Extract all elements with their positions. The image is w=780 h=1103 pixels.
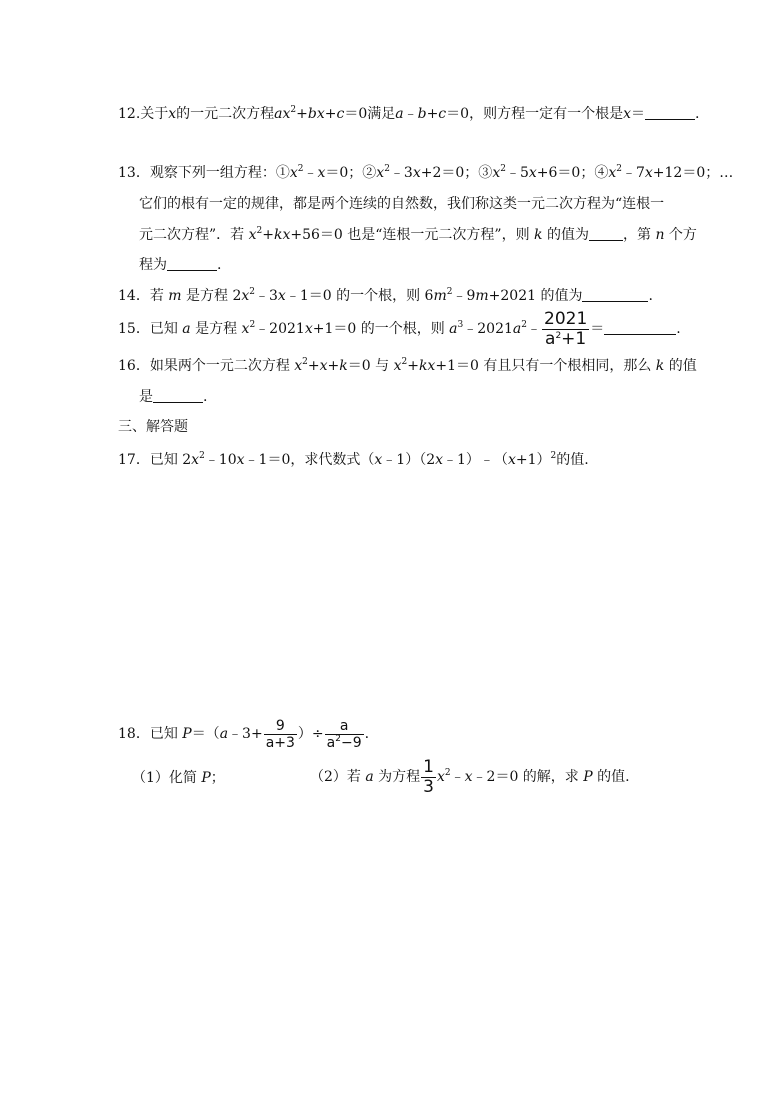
q13-text: +6＝0；④ bbox=[536, 165, 609, 181]
q13-text: 元二次方程”．若 bbox=[139, 227, 249, 243]
question-15 bbox=[118, 309, 681, 349]
q16-var: k bbox=[655, 358, 665, 374]
q16-exponent: 2 bbox=[401, 357, 408, 367]
question-16-line-1 bbox=[118, 356, 697, 376]
q13-var: kx bbox=[273, 227, 291, 243]
q15-den-var: a bbox=[545, 328, 556, 349]
q18-var: P bbox=[201, 770, 211, 786]
q15-var: x bbox=[241, 321, 250, 337]
fraction-denominator bbox=[542, 330, 589, 349]
q17-text: ﹣1）（2 bbox=[382, 452, 436, 468]
q16-text: + bbox=[327, 358, 340, 374]
q13-exponent: 2 bbox=[616, 164, 622, 174]
q13-text: 程为 bbox=[139, 257, 167, 273]
q18-text: ﹣3+ bbox=[228, 726, 263, 742]
q17-var: x bbox=[191, 452, 200, 468]
q12-var: +bx+c bbox=[296, 106, 345, 122]
q12-var: x bbox=[623, 106, 631, 122]
q17-text: 17．已知 2 bbox=[118, 452, 192, 468]
q15-text: ﹣2021 bbox=[255, 321, 305, 337]
q13-text: 它们的根有一定的规律，都是两个连续的自然数，我们称这类一元二次方程为“连根一 bbox=[139, 196, 665, 212]
q14-text: +2021 的值为 bbox=[488, 288, 583, 304]
q18-fraction-3 bbox=[421, 758, 436, 797]
q15-text: . bbox=[676, 321, 681, 337]
q13-text: ，第 bbox=[622, 227, 656, 243]
q15-text: 是方程 bbox=[190, 321, 242, 337]
q14-exponent: 2 bbox=[446, 287, 453, 297]
q18-fraction-2 bbox=[325, 718, 364, 751]
q18-text: ）÷ bbox=[297, 726, 324, 742]
q14-var: m bbox=[433, 288, 447, 304]
q13-text: ﹣7 bbox=[621, 165, 645, 181]
q18-text: ＝（ bbox=[191, 726, 220, 742]
q13-exponent: 2 bbox=[256, 226, 263, 236]
q18-text: . bbox=[364, 726, 370, 742]
q15-var: a bbox=[182, 321, 191, 337]
q13-var: k bbox=[534, 227, 543, 243]
q15-exponent: 3 bbox=[457, 320, 464, 330]
answer-blank[interactable] bbox=[645, 105, 695, 120]
q18-text: 18．已知 bbox=[118, 726, 183, 742]
section-heading bbox=[118, 417, 188, 437]
fraction-numerator: 9 bbox=[264, 718, 297, 735]
q18-var: P bbox=[583, 769, 593, 785]
q13-var: x bbox=[412, 165, 421, 181]
q18-var: P bbox=[182, 726, 192, 742]
answer-blank[interactable] bbox=[167, 256, 217, 271]
q16-text: +1＝0 有且只有一个根相同，那么 bbox=[435, 358, 656, 374]
q18-var: x bbox=[464, 769, 473, 785]
q15-text: 15．已知 bbox=[118, 321, 183, 337]
q17-text: +1） bbox=[515, 452, 551, 468]
q14-text: ﹣3 bbox=[255, 288, 278, 304]
q13-text: . bbox=[217, 257, 222, 273]
q13-var: x bbox=[289, 165, 298, 181]
q18-fraction-1 bbox=[264, 718, 297, 751]
q14-var: x bbox=[277, 288, 286, 304]
fraction-denominator: 3 bbox=[423, 776, 434, 797]
q13-var: x bbox=[376, 165, 385, 181]
question-12 bbox=[118, 104, 699, 124]
fraction-numerator: 1 bbox=[423, 756, 434, 777]
q13-text: ＝0；② bbox=[325, 165, 377, 181]
question-16-line-2 bbox=[139, 387, 207, 407]
question-17 bbox=[118, 450, 589, 470]
q14-text: . bbox=[648, 288, 653, 304]
q16-text: 的值 bbox=[664, 358, 697, 374]
q16-var: k bbox=[339, 358, 348, 374]
q12-text: ＝ bbox=[630, 106, 645, 122]
q14-text: ﹣1＝0 的一个根，则 6 bbox=[285, 288, 434, 304]
q17-text: 的值. bbox=[556, 452, 589, 468]
q17-text: ﹣10 bbox=[204, 452, 237, 468]
q15-text: ﹣2021 bbox=[463, 321, 513, 337]
q13-text: 13．观察下列一组方程：① bbox=[118, 165, 290, 181]
q13-exponent: 2 bbox=[500, 164, 506, 174]
q14-text: 是方程 2 bbox=[181, 288, 242, 304]
q12-text: ＝0，则方程一定有一个根是 bbox=[446, 106, 624, 122]
q16-text: 16．如果两个一元二次方程 bbox=[118, 358, 295, 374]
q18-text: ﹣ bbox=[450, 769, 465, 785]
q12-var: x bbox=[168, 106, 177, 122]
q15-text: +1＝0 的一个根，则 bbox=[312, 321, 450, 337]
q16-var: x bbox=[319, 358, 328, 374]
q13-text: +2＝0；③ bbox=[420, 165, 493, 181]
q16-text: + bbox=[307, 358, 320, 374]
fraction-numerator: a bbox=[325, 718, 364, 735]
fraction-denominator bbox=[325, 735, 364, 751]
answer-blank[interactable] bbox=[604, 320, 676, 335]
q13-text: ﹣5 bbox=[505, 165, 529, 181]
q15-exponent: 2 bbox=[521, 320, 527, 330]
answer-blank[interactable] bbox=[582, 287, 648, 302]
q17-var: x bbox=[374, 452, 383, 468]
q16-var: kx bbox=[418, 358, 436, 374]
q12-text: 12.关于 bbox=[118, 106, 169, 122]
q17-exponent: 2 bbox=[550, 451, 557, 461]
q13-var: x bbox=[492, 165, 501, 181]
q12-text: ＝0满足 bbox=[344, 106, 396, 122]
question-13-line-2 bbox=[139, 194, 664, 214]
q18-text: （2）若 bbox=[310, 769, 366, 785]
q17-var: x bbox=[236, 452, 245, 468]
q15-var: a bbox=[449, 321, 458, 337]
question-18 bbox=[118, 714, 369, 754]
q12-text: 的一元二次方程 bbox=[176, 106, 275, 122]
q13-text: ﹣3 bbox=[389, 165, 413, 181]
q17-var: x bbox=[435, 452, 444, 468]
q18-text: 为方程 bbox=[373, 769, 421, 785]
q13-text: 的值为 bbox=[542, 227, 589, 243]
q18-text: 的值. bbox=[592, 769, 630, 785]
q14-var: m bbox=[168, 288, 182, 304]
q13-var: x bbox=[317, 165, 326, 181]
q18-text: ﹣2＝0 的解，求 bbox=[472, 769, 584, 785]
q14-var: m bbox=[475, 288, 489, 304]
q17-var: x bbox=[507, 452, 516, 468]
q13-var: x bbox=[608, 165, 617, 181]
q13-text: + bbox=[262, 227, 274, 243]
q18-den-var: a bbox=[326, 734, 336, 751]
q16-text: . bbox=[203, 389, 208, 405]
q15-var: x bbox=[304, 321, 313, 337]
q13-text: +12＝0；… bbox=[652, 165, 734, 181]
q15-fraction bbox=[542, 310, 589, 349]
question-13-line-3 bbox=[139, 225, 697, 245]
q14-text: 14．若 bbox=[118, 288, 169, 304]
q17-exponent: 2 bbox=[199, 451, 205, 461]
q16-var: x bbox=[393, 358, 402, 374]
q12-var: a bbox=[395, 106, 404, 122]
q18-var: x bbox=[437, 769, 445, 785]
question-13-line-1 bbox=[118, 163, 733, 183]
q13-var: x bbox=[248, 227, 257, 243]
q14-text: ﹣9 bbox=[452, 288, 476, 304]
q18-den-text: −9 bbox=[340, 734, 362, 751]
question-18-part-2 bbox=[310, 757, 630, 797]
section-title: 三、解答题 bbox=[118, 419, 188, 435]
q13-text: +56＝0 也是“连根一元二次方程”，则 bbox=[290, 227, 535, 243]
q12-text: ﹣ bbox=[403, 106, 418, 122]
question-13-line-4 bbox=[139, 255, 221, 275]
q15-text: ＝ bbox=[590, 321, 605, 337]
q16-text: 是 bbox=[139, 389, 153, 405]
q15-den-exponent: 2 bbox=[555, 330, 562, 341]
answer-blank[interactable] bbox=[589, 226, 623, 241]
q18-var: a bbox=[219, 726, 229, 742]
q16-exponent: 2 bbox=[302, 357, 308, 367]
q13-exponent: 2 bbox=[297, 164, 304, 174]
q13-text: ﹣ bbox=[303, 165, 318, 181]
q15-text: ﹣ bbox=[527, 321, 541, 337]
q12-text: . bbox=[694, 106, 700, 122]
q16-text: ＝0 与 bbox=[347, 358, 394, 374]
q12-var: ax bbox=[274, 106, 291, 122]
q14-exponent: 2 bbox=[249, 287, 255, 297]
fraction-numerator: 2021 bbox=[544, 308, 588, 329]
q17-text: ﹣1）﹣（ bbox=[443, 452, 508, 468]
q16-text: + bbox=[407, 358, 419, 374]
q13-var: n bbox=[655, 227, 665, 243]
q14-var: x bbox=[241, 288, 250, 304]
q18-var: a bbox=[365, 769, 374, 785]
answer-blank[interactable] bbox=[153, 388, 203, 403]
fraction-denominator: a+3 bbox=[265, 734, 295, 751]
question-18-part-1 bbox=[132, 768, 225, 788]
q18-exponent: 2 bbox=[444, 768, 451, 778]
q18-text: （1）化简 bbox=[132, 770, 202, 786]
q17-text: ﹣1＝0，求代数式（ bbox=[244, 452, 375, 468]
q13-var: x bbox=[528, 165, 537, 181]
q15-var: a bbox=[512, 321, 522, 337]
q12-var: b+c bbox=[417, 106, 447, 122]
q15-den-text: +1 bbox=[561, 328, 587, 349]
q15-exponent: 2 bbox=[249, 320, 256, 330]
q18-text: ； bbox=[210, 770, 225, 786]
q13-text: 个方 bbox=[664, 227, 697, 243]
q13-exponent: 2 bbox=[384, 164, 390, 174]
q12-exponent: 2 bbox=[290, 105, 297, 115]
q16-var: x bbox=[294, 358, 303, 374]
q18-den-exponent: 2 bbox=[335, 733, 341, 744]
q13-var: x bbox=[644, 165, 653, 181]
question-14 bbox=[118, 286, 653, 306]
